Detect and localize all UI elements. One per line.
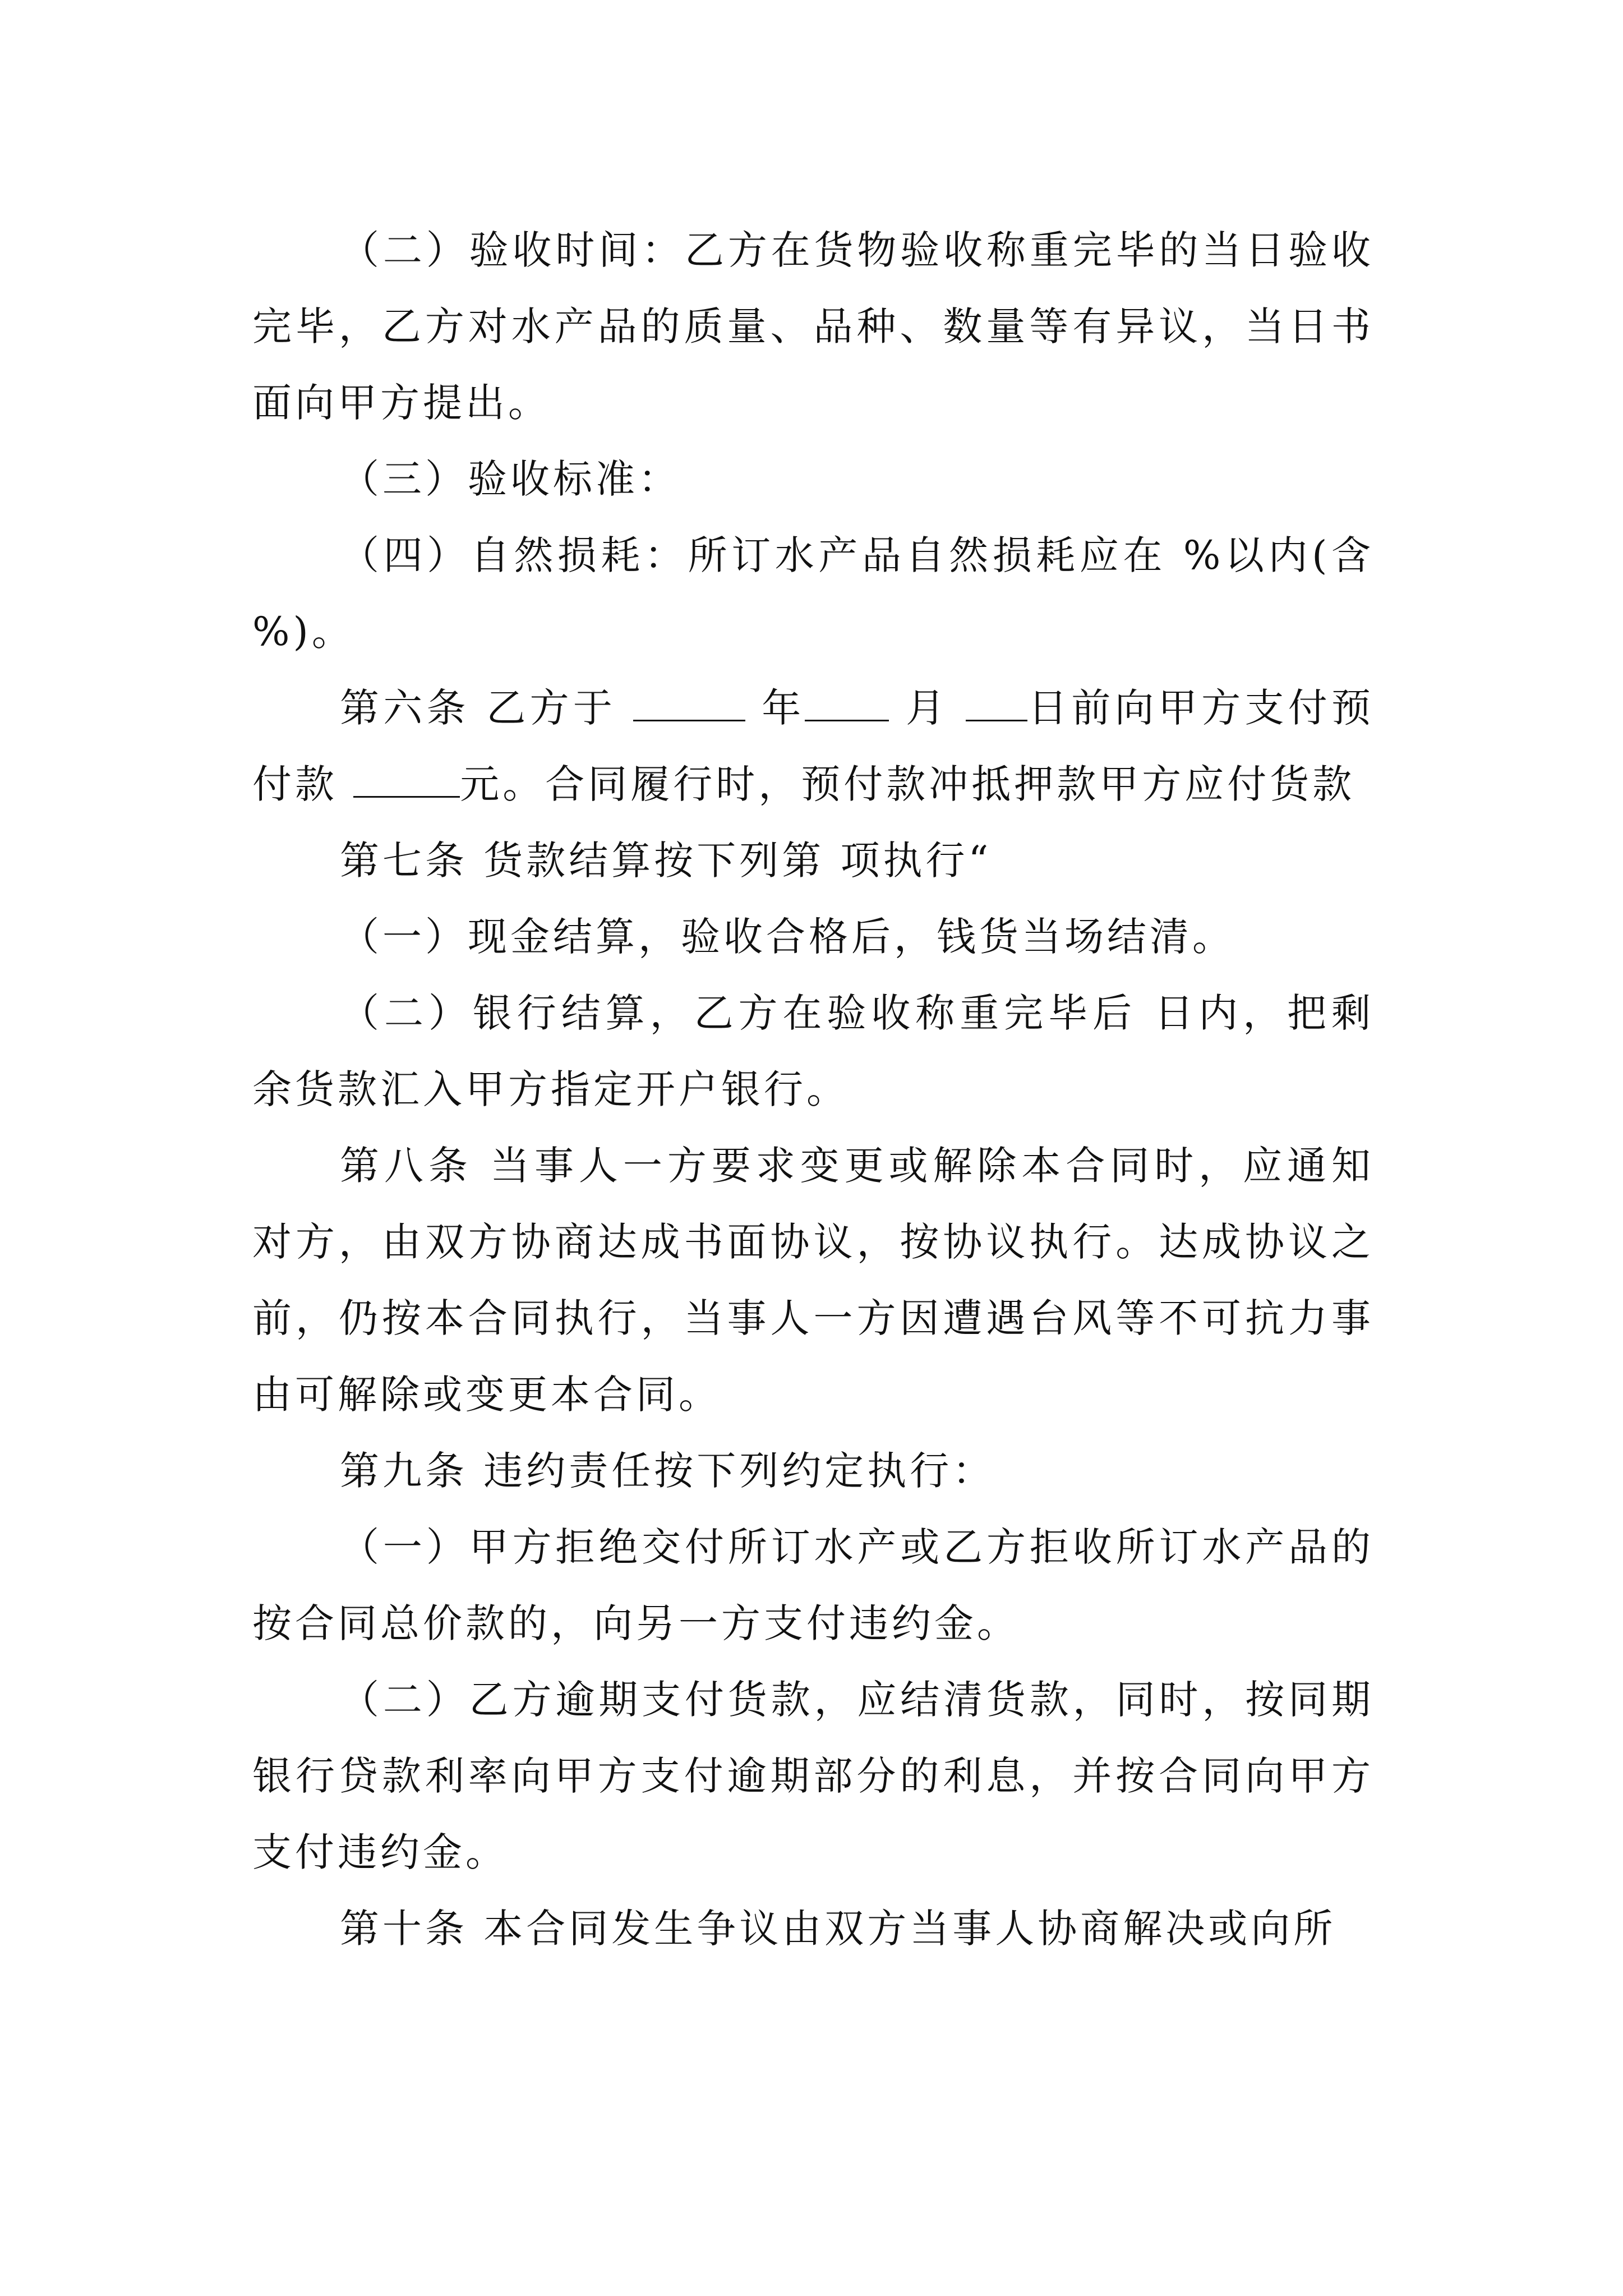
- blank-year: [633, 683, 745, 721]
- paragraph-article-9: 第九条 违约责任按下列约定执行：: [340, 1448, 995, 1494]
- paragraph-cash-settlement: （一）现金结算，验收合格后，钱货当场结清。: [340, 914, 1235, 960]
- paragraph-breach-late-payment: （二）乙方逾期支付货款，应结清货款，同时，按同期银行贷款利率向甲方支付逾期部分的利息，并按合同向甲方支付违约金。: [252, 1677, 1374, 1875]
- paragraph-breach-refusal: （一）甲方拒绝交付所订水产或乙方拒收所订水产品的按合同总价款的，向另一方支付违约金。: [252, 1524, 1374, 1646]
- paragraph-acceptance-time: （二）验收时间：乙方在货物验收称重完毕的当日验收完毕，乙方对水产品的质量、品种、数量等有异议，当日书面向甲方提出。: [252, 227, 1374, 426]
- blank-month: [805, 683, 889, 721]
- article-6-text-part: 月: [889, 685, 966, 731]
- paragraph-article-8: 第八条 当事人一方要求变更或解除本合同时，应通知对方，由双方协商达成书面协议，按协议执行。达成协议之前，仍按本合同执行，当事人一方因遭遇台风等不可抗力事由可解除或变更本合同。: [252, 1143, 1374, 1418]
- article-6-text-part: 日前向甲方支付预付款: [252, 685, 1374, 807]
- paragraph-natural-loss: （四）自然损耗：所订水产品自然损耗应在 %以内(含 %)。: [252, 532, 1390, 655]
- paragraph-acceptance-standard: （三）验收标准：: [340, 456, 681, 502]
- article-6-text-part: 年: [745, 685, 805, 731]
- paragraph-bank-settlement: （二）银行结算，乙方在验收称重完毕后 日内，把剩余货款汇入甲方指定开户银行。: [252, 990, 1374, 1112]
- blank-amount: [353, 759, 460, 798]
- paragraph-article-6: [252, 670, 1374, 822]
- article-6-text-part: 第六条 乙方于: [340, 685, 633, 731]
- blank-day: [966, 683, 1027, 721]
- paragraph-article-10: 第十条 本合同发生争议由双方当事人协商解决或向所: [340, 1906, 1336, 1952]
- document-body: [252, 212, 1390, 1967]
- article-6-text-part: 元。合同履行时，预付款冲抵押款甲方应付货款: [460, 761, 1355, 807]
- paragraph-article-7: 第七条 货款结算按下列第 项执行“: [340, 838, 992, 884]
